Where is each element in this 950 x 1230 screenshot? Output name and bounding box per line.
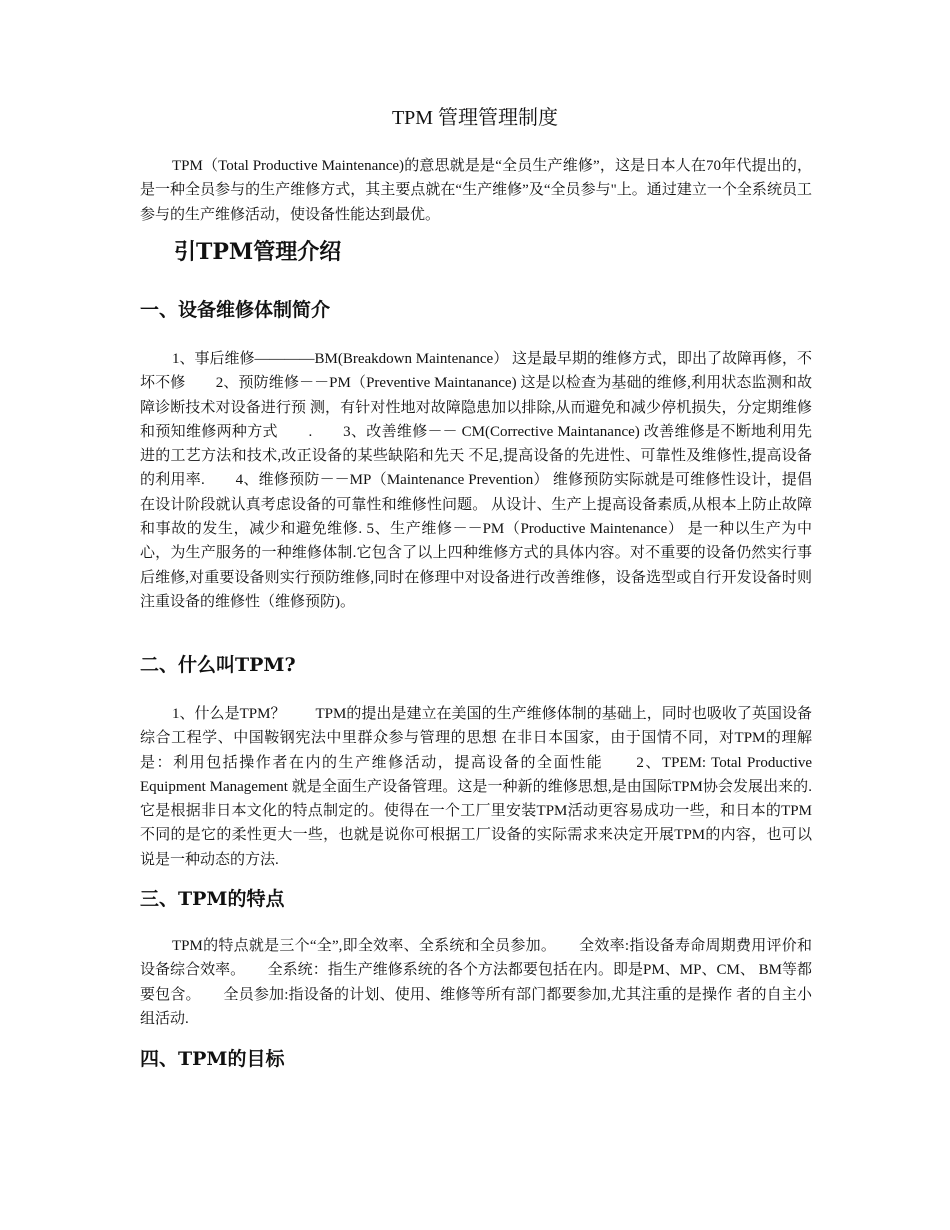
section-body-what-is-tpm: 1、什么是TPM？ TPM的提出是建立在美国的生产维修体制的基础上，同时也吸收了英国设备综合工程学、中国鞍钢宪法中里群众参与管理的思想 在非日本国家，由于国情不同，对TPM的理解是：利用包括操作者在内的生产维修活动，提高设备的全面性能 2、TPEM: Total Productive Equipment Management 就是全面生产设备管理。这是一种新的维修思想,是由国际TPM协会发展出来的.它是根据非日本文化的特点制定的。使得在一个工厂里安装TPM活动更容易成功一些，和日本的TPM不同的是它的柔性更大一些，也就是说你可根据工厂设备的实际需求来决定开展TPM的内容，也可以说是一种动态的方法. xyxy=(140,706,812,868)
main-heading: 引TPM管理介绍 xyxy=(174,239,342,265)
section-body-maintenance-systems: 1、事后维修————BM(Breakdown Maintenance） 这是最早期的维修方式，即出了故障再修，不坏不修 2、预防维修－－PM（Preventive Maintanance) 这是以检查为基础的维修,利用状态监测和故障诊断技术对设备进行预 测，有针对性地对故障隐患加以排除,从而避免和减少停机损失，分定期维修和预知维修两种方式 . 3、改善维修－－ CM(Corrective Maintanance) 改善维修是不断地利用先进的工艺方法和技术,改正设备的某些缺陷和先天 不足,提高设备的先进性、可靠性及维修性,提高设备的利用率. 4、维修预防－－MP（Maintenance Prevention） 维修预防实际就是可维修性设计，提倡在设计阶段就认真考虑设备的可靠性和维修性问题。 从设计、生产上提高设备素质,从根本上防止故障和事故的发生，减少和避免维修. 5、生产维修－－PM（Productive Maintenance） 是一种以生产为中心，为生产服务的一种维修体制.它包含了以上四种维修方式的具体内容。对不重要的设备仍然实行事后维修,对重要设备则实行预防维修,同时在修理中对设备进行改善维修，设备选型或自行开发设备时则注重设备的维修性（维修预防)。 xyxy=(140,351,812,610)
section-heading-what-is-tpm: 二、什么叫TPM? xyxy=(140,654,296,676)
section-heading-maintenance-systems: 一、设备维修体制简介 xyxy=(140,299,331,321)
section-heading-tpm-features: 三、TPM的特点 xyxy=(140,888,285,910)
section-body-tpm-features: TPM的特点就是三个“全”,即全效率、全系统和全员参加。 全效率:指设备寿命周期费用评价和设备综合效率。 全系统：指生产维修系统的各个方法都要包括在内。即是PM、MP、CM、 BM等都要包含。 全员参加:指设备的计划、使用、维修等所有部门都要参加,尤其注重的是操作 者的自主小组活动. xyxy=(140,938,812,1027)
section-heading-tpm-goals: 四、TPM的目标 xyxy=(140,1048,285,1070)
document-title: TPM 管理管理制度 xyxy=(391,107,559,129)
intro-paragraph: TPM（Total Productive Maintenance)的意思就是是“全员生产维修”，这是日本人在70年代提出的，是一种全员参与的生产维修方式，其主要点就在“生产维修”及“全员参与"上。通过建立一个全系统员工参与的生产维修活动，使设备性能达到最优。 xyxy=(140,158,812,223)
